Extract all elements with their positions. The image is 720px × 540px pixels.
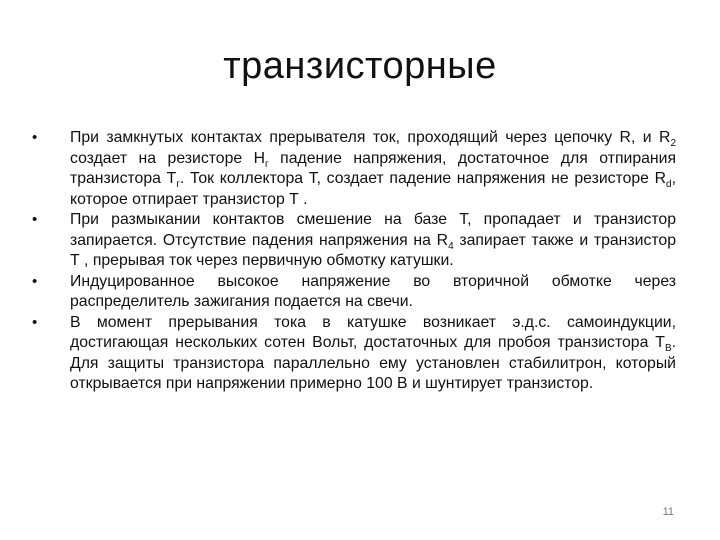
bullet-item: • При замкнутых контактах прерывателя ток, проходящий через цепочку R, и $R_2$ создает на резисторе $Н_г$ падение напряжения, достаточное для отпирания транзистора $Т_г$. Ток коллектора Т, создает падение напряжения не резисторе $R_d$, которое отпирает транзистор Т . [32,129,677,208]
bullet-text: падение напряжения, достаточное для отпирания транзистора Т [70,149,676,187]
bullet-text: . Для защиты транзистора параллельно ему установлен стабилитрон, который открывается при напряжении примерно 100 В и шунтирует транзистор. [70,334,676,392]
bullet-dot-icon: • [32,313,38,331]
bullet-dot-icon: • [32,129,38,146]
bullet-text: и R [635,129,671,146]
bullet-dot-icon: • [32,211,38,228]
subscript: 2 [670,138,677,150]
bullet-text: создает на резисторе Н [70,149,266,167]
bullet-text: . Ток коллектора Т, создает падение напряжения не резисторе R [179,170,667,187]
bullet-text: В момент прерывания тока в катушке возникает э.д.с. самоиндукции, достигающая нескольких сотен Вольт, достаточных для пробоя транзистора Т [70,313,676,351]
bullet-item [32,210,676,272]
subscript: d [666,179,672,191]
bullet-item [32,272,676,313]
bullet-text: При замкнутых контактах прерывателя ток, проходящий через цепочку R [70,129,631,146]
bullet-text: Индуцированное высокое напряжение во вторичной обмотке через распределитель зажигания подается на свечи. [70,272,676,310]
bullet-text: При размыкании контактов смешение на базе Т, пропадает и транзистор запирается. Отсутствие падения напряжения на R [70,211,676,249]
subscript: В [664,343,672,355]
bullet-text: запирает также и транзистор Т , прерывая ток через первичную обмотку катушки. [70,231,676,269]
bullet-list [32,128,677,395]
subscript: 4 [448,240,454,252]
bullet-item [32,313,676,395]
subscript: г [176,179,180,191]
bullet-dot-icon: • [32,272,38,290]
slide-title: транзисторные [223,45,497,87]
bullet-text: , которое отпирает транзистор Т . [70,170,676,208]
subscript: г [265,158,269,170]
page-number: 11 [662,506,674,518]
